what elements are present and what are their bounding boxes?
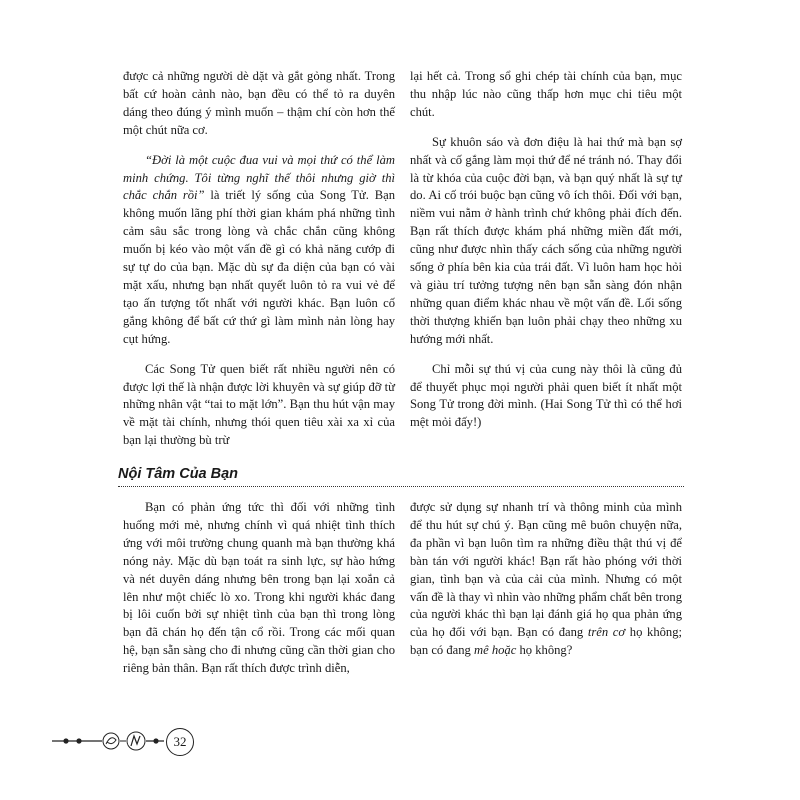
paragraph — [123, 152, 395, 349]
emphasis: mê hoặc — [474, 643, 517, 658]
paragraph-text: họ không; bạn có đang — [410, 625, 683, 658]
dotted-divider — [118, 486, 684, 487]
page-number: 32 — [166, 728, 194, 756]
column-top-right — [410, 68, 682, 432]
column-top-left — [123, 68, 395, 450]
emphasis: trên cơ — [587, 625, 626, 640]
paragraph-text: là triết lý sống của Song Tử. Bạn không muốn lãng phí thời gian khám phá những tình cảm sâu sắc trong lòng và chắc chắn cũng không muốn bị kéo vào một vấn đề gì có khả năng cướp đi sự tự do của bạn. Mặc dù sự đa diện của bạn có vài mặt xấu, nhưng bạn nhất quyết luôn tỏ ra vui vẻ để tạo ấn tượng tốt nhất với người khác. Bạn luôn cố gắng không để bất cứ thứ gì làm mình nản lòng hay cụt hứng. — [123, 188, 395, 346]
paragraph: Sự khuôn sáo và đơn điệu là hai thứ mà bạn sợ nhất và cố gắng làm mọi thứ để né tránh nó. Thay đổi là từ khóa của cuộc đời bạn, và bạn quý nhất là sự tự do. Ai cố trói buộc bạn cũng vô ích thôi. Đối với bạn, niềm vui nằm ở hành trình chứ không phải đích đến. Bạn rất thích được khám phá những miền đất mới, cũng như được nhìn thấy cách sống của những người sống ở phía bên kia của trái đất. Vì luôn ham học hỏi và giàu trí tưởng tượng nên bạn sẵn sàng đón nhận những quan điểm khác nhau về một vấn đề. Lối sống thời thượng khiến bạn luôn phải chạy theo những xu hướng mới nhất. — [410, 134, 682, 346]
paragraph: được cả những người dè dặt và gắt gỏng nhất. Trong bất cứ hoàn cảnh nào, bạn đều có thể tỏ ra duyên dáng theo đúng ý mình muốn – thậm chí còn hơn thế một chút nữa cơ. — [123, 69, 395, 137]
column-bottom-right — [410, 499, 682, 660]
quote: “Đời là một cuộc đua vui và mọi thứ có thể làm minh chứng. Tôi từng nghĩ thế thôi nhưng giờ thì chắc chắn rồi” — [123, 152, 395, 203]
section-heading: Nội Tâm Của Bạn — [118, 466, 239, 482]
paragraph: Bạn có phản ứng tức thì đối với những tình huống mới mẻ, nhưng chính vì quá nhiệt tình thích ứng với môi trường chung quanh mà bạn thường khá nóng nảy. Mặc dù bạn toát ra sinh lực, sự hào hứng và nét duyên dáng nhưng bên trong bạn lại xoắn cả lên như một chiếc lò xo. Trong khi người khác đang bị lôi cuốn bởi sự nhiệt tình của bạn thì trong lòng bạn đã chán họ đến tận cổ rồi. Trong các mối quan hệ, bạn sẵn sàng cho đi nhưng cũng cần thời gian cho riêng bản thân. Bạn rất thích được trình diễn, — [123, 500, 395, 676]
paragraph: lại hết cả. Trong sổ ghi chép tài chính của bạn, mục thu nhập lúc nào cũng thấp hơn mục chi tiêu một chút. — [410, 69, 682, 119]
paragraph — [410, 499, 682, 660]
column-bottom-left — [123, 499, 395, 678]
paragraph-text: họ không? — [516, 643, 573, 658]
paragraph: Các Song Tử quen biết rất nhiều người nên có được lợi thế là nhận được lời khuyên và sự giúp đỡ từ những nhân vật “tai to mặt lớn”. Bạn thu hút vận may về mặt tài chính, nhưng thói quen tiêu xài xa xỉ của bạn lại thường bù trừ — [123, 361, 395, 448]
paragraph: Chỉ mỗi sự thú vị của cung này thôi là cũng đủ để thuyết phục mọi người phải quen biết ít nhất một Song Tử trong đời mình. (Hai Song Tử thì có thể hơi mệt mỏi đấy!) — [410, 361, 682, 430]
paragraph-text: được sử dụng sự nhanh trí và thông minh của mình để thu hút sự chú ý. Bạn cũng mê buôn chuyện nữa, đa phần vì bạn luôn tìm ra những điều thật thú vị để bàn tán với người khác! Bạn rất hào phóng với thời gian, tình bạn và của cải của mình. Nhưng có một vấn đề là thay vì nhìn vào những phẩm chất bên trong của người khác thì bạn lại đánh giá họ qua phản ứng của họ đối với bạn. Bạn có đang — [410, 500, 682, 640]
